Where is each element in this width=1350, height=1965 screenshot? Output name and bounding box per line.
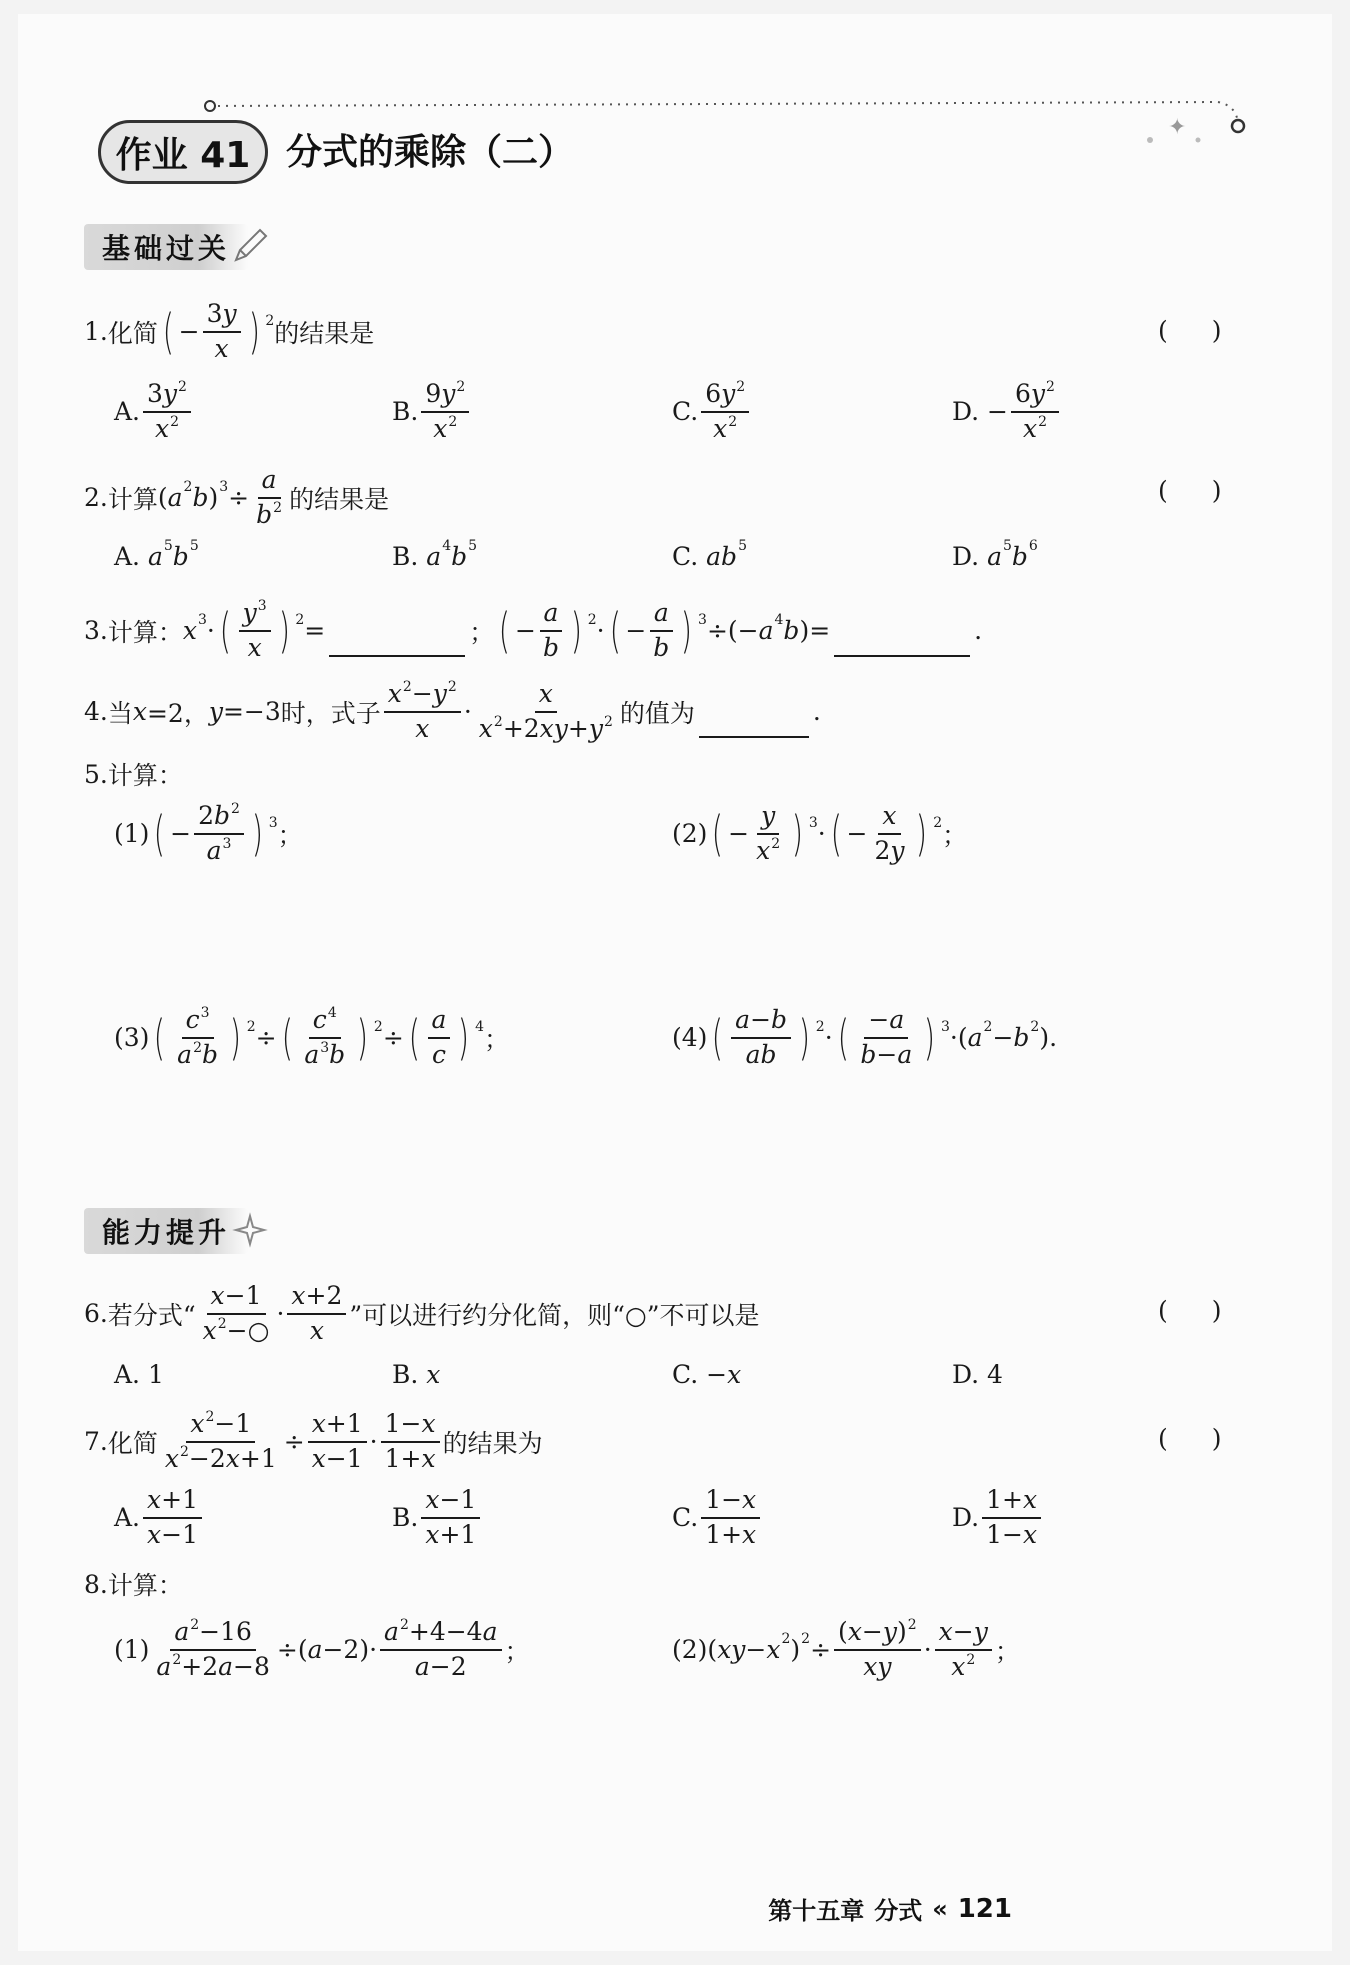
section-title-basic: 基础过关: [102, 232, 231, 265]
double-chevron-left-icon: «: [932, 1894, 948, 1923]
question-8: 8. 计算：: [84, 1569, 183, 1600]
answer-blank[interactable]: [699, 732, 809, 738]
option-b[interactable]: B. a $^4$ b $^5$: [392, 537, 478, 571]
question-5-part-1: (1) ( − $\frac{2b^2}{a^3}$ ) $^3$ ；: [114, 801, 303, 865]
option-b[interactable]: B. $\frac{x-1}{x+1}$: [392, 1486, 483, 1550]
question-3: 3. 计算： x $^3$ · ( $\frac{y^3}{x}$ ) $^2$ = ； ( − $\frac{a}{b}$ ) $^2$ · ( − $\frac{a}{b}$ ) $^3$ ÷(− a $^4$ b )= .: [84, 598, 983, 662]
option-b[interactable]: B. $\frac{9y^2}{x^2}$: [392, 380, 472, 444]
option-c[interactable]: C. − x: [672, 1360, 742, 1389]
section-tag-basic: [84, 224, 248, 270]
option-d[interactable]: D. − $\frac{6y^2}{x^2}$: [952, 380, 1062, 444]
question-4: 4. 当 x =2， y =−3 时，式子 $\frac{x^2-y^2}{x}$ · $\frac{x}{x^2+2xy+y^2}$ 的值为 .: [84, 679, 821, 743]
section-title-advanced: 能力提升: [102, 1216, 231, 1249]
chapter-label: 第十五章: [768, 1897, 865, 1925]
question-5-part-2: (2) ( − $\frac{y}{x^2}$ ) $^3$ · ( − $\frac{x}{2y}$ ) $^2$ ；: [672, 801, 968, 865]
svg-text:✦: ✦: [1168, 115, 1187, 140]
topic-label: 分式: [874, 1897, 923, 1925]
assignment-badge: 作业 41: [98, 120, 268, 184]
page-number: 121: [957, 1893, 1012, 1924]
page-footer: [768, 1891, 1012, 1926]
option-d[interactable]: D. a $^5$ b $^6$: [952, 537, 1038, 571]
option-c[interactable]: C. $\frac{1-x}{1+x}$: [672, 1486, 763, 1550]
pencil-icon: [230, 226, 270, 266]
option-a[interactable]: A. 1: [114, 1360, 164, 1389]
option-a[interactable]: A. a $^5$ b $^5$: [114, 537, 199, 571]
question-number: 1.: [84, 317, 108, 347]
question-5-part-4: (4) ( $\frac{a-b}{ab}$ ) $^2$ · ( $\frac{-a}{b-a}$ ) $^3$ ·( a $^2$ − b $^2$ ).: [672, 1005, 1058, 1069]
answer-bracket[interactable]: ( ): [1158, 1296, 1222, 1325]
option-c[interactable]: C. $\frac{6y^2}{x^2}$: [672, 380, 752, 444]
answer-bracket[interactable]: ( ): [1158, 476, 1222, 505]
question-6: 6. 若分式“ $\frac{x-1}{x^2-○}$ · $\frac{x+2}{x}$ ”可以进行约分化简，则“○”不可以是: [84, 1281, 760, 1345]
answer-blank[interactable]: [834, 651, 970, 657]
question-text: 化简: [107, 318, 158, 348]
question-tail: 的结果是: [274, 318, 375, 348]
option-a[interactable]: A. $\frac{x+1}{x-1}$: [114, 1486, 205, 1550]
question-5: 5. 计算：: [84, 759, 183, 790]
option-a[interactable]: A. $\frac{3y^2}{x^2}$: [114, 380, 194, 444]
question-7: 7. 化简 $\frac{x^2-1}{x^2-2x+1}$ ÷ $\frac{x+1}{x-1}$ · $\frac{1-x}{1+x}$ 的结果为: [84, 1409, 543, 1473]
question-8-part-2: (2) ( xy − x $^2$ ) $^2$ ÷ $\frac{(x-y)^2}{xy}$ · $\frac{x-y}{x^2}$ ；: [672, 1617, 1020, 1681]
option-d[interactable]: D. $\frac{1+x}{1-x}$: [952, 1486, 1044, 1550]
sparkle-icon: [230, 1210, 270, 1250]
answer-blank[interactable]: [329, 651, 465, 657]
worksheet-page: [18, 14, 1332, 1951]
question-2: 2. 计算 ( a $^2$ b ) $^3$ ÷ $\frac{a}{b^2}$ 的结果是: [84, 465, 390, 529]
question-5-part-3: (3) ( $\frac{c^3}{a^2b}$ ) $^2$ ÷ ( $\frac{c^4}{a^3b}$ ) $^2$ ÷ ( $\frac{a}{c}$ ) $^4$ ；: [114, 1005, 510, 1069]
option-d[interactable]: D. 4: [952, 1360, 1003, 1389]
section-tag-advanced: [84, 1208, 248, 1254]
answer-bracket[interactable]: ( ): [1158, 1424, 1222, 1453]
question-1: 1. 化简 ( − $\frac{3y}{x}$ ) $^2$ 的结果是: [84, 299, 375, 363]
option-b[interactable]: B. x: [392, 1360, 441, 1389]
answer-bracket[interactable]: ( ): [1158, 316, 1222, 345]
option-c[interactable]: C. ab $^5$: [672, 537, 747, 571]
page-title: 分式的乘除（二）: [286, 132, 575, 173]
question-8-part-1: (1) $\frac{a^2-16}{a^2+2a-8}$ ÷( a −2)· $\frac{a^2+4-4a}{a-2}$ ；: [114, 1617, 530, 1681]
